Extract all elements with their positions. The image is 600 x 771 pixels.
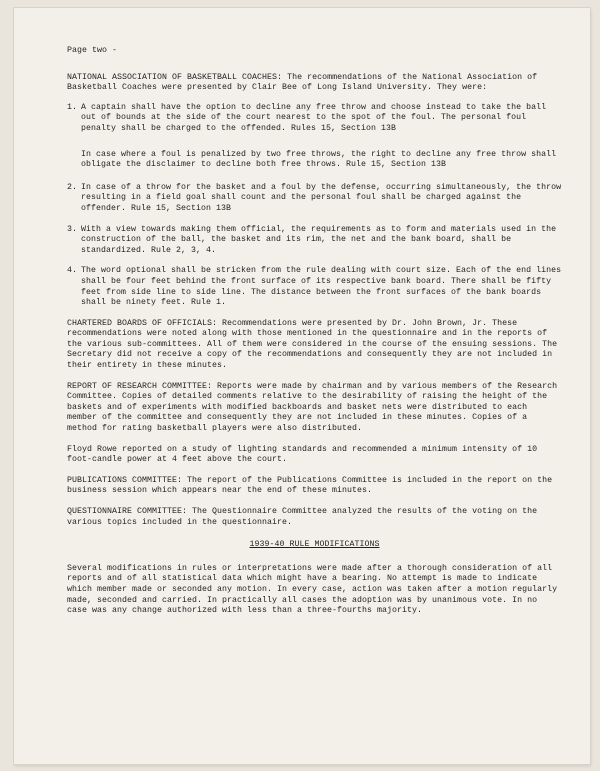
sub-paragraph: In case where a foul is penalized by two free throws, the right to decline any free throw shall obligate the disclaimer to decline both free throws. Rule 15, Section 13B [81, 149, 557, 170]
item-number: 4. [67, 266, 78, 276]
item-number: 1. [67, 102, 78, 112]
item-text: With a view towards making them official, the requirements as to form and materials used in the construction of the ball, the basket and its rim, the net and the bank board, shall be standardized. Rule 2, 3, 4. [81, 224, 557, 255]
rule-modifications-paragraph: Several modifications in rules or interpretations were made after a thorough consideration of all reports and of all statistical data which might have a bearing. No attempt is made to indicate which member made or seconded any motion. In every case, action was taken after a motion regularly made, seconded and carried. In practically all cases the adoption was by unanimous vote. In no case was any change authorized with less than a three-fourths majority. [67, 563, 558, 616]
document-text [67, 46, 562, 617]
list-item [67, 183, 562, 215]
nabc-paragraph [67, 73, 562, 94]
research-paragraph: REPORT OF RESEARCH COMMITTEE: Reports were made by chairman and by various members of the Research Committee. Copies of detailed comments relative to the desirability of raising the height of the baskets and of experiments with modified backboards and basket nets were distributed to each member of the committee and consequently they are not included in these minutes. Copies of a method for rating basketball players were also distributed. [67, 381, 558, 434]
item-text: The word optional shall be stricken from the rule dealing with court size. Each of the end lines shall be four feet behind the front surface of its respective bank board. There shall be fifty feet from side line to side line. The distance between the front surfaces of the bank boards shall be ninety feet. Rule 1. [81, 266, 562, 308]
document-page [14, 8, 590, 764]
item-text: A captain shall have the option to decline any free throw and choose instead to take the ball out of bounds at the side of the court nearest to the spot of the foul. The personal foul penalty shall be charged to the offended. Rules 15, Section 13B [81, 102, 547, 133]
nabc-intro: The recommendations of the National Association of Basketball Coaches were presented by Clair Bee of Long Island University. They were: [67, 72, 538, 93]
page-header: Page two - [67, 46, 118, 55]
item-number: 2. [67, 182, 78, 192]
list-item [67, 266, 562, 308]
item-number: 3. [67, 224, 78, 234]
rule-modifications-heading: 1939-40 RULE MODIFICATIONS [249, 540, 380, 550]
recommendations-list [67, 103, 562, 309]
list-item [67, 225, 562, 257]
list-item [67, 103, 562, 135]
nabc-heading: NATIONAL ASSOCIATION OF BASKETBALL COACHES: [67, 72, 283, 82]
publications-paragraph: PUBLICATIONS COMMITTEE: The report of the Publications Committee is included in the report on the business session which appears near the end of these minutes. [67, 475, 553, 496]
chartered-paragraph: CHARTERED BOARDS OF OFFICIALS: Recommendations were presented by Dr. John Brown, Jr. These recommendations were noted along with those mentioned in the questionnaire and in the reports of the various sub-committees. All of them were considered in the course of the ensuing sessions. The Secretary did not receive a copy of the recommendations and consequently they are not included in their entirety in these minutes. [67, 318, 558, 371]
item-text: In case of a throw for the basket and a foul by the defense, occurring simultaneously, the throw resulting in a field goal shall count and the personal foul shall be charged against the offender. Rule 15, Section 13B [81, 182, 562, 213]
rowe-paragraph: Floyd Rowe reported on a study of lighting standards and recommended a minimum intensity of 10 foot-candle power at 4 feet above the court. [67, 444, 538, 465]
questionnaire-paragraph: QUESTIONNAIRE COMMITTEE: The Questionnaire Committee analyzed the results of the voting on the various topics included in the questionnaire. [67, 507, 538, 527]
